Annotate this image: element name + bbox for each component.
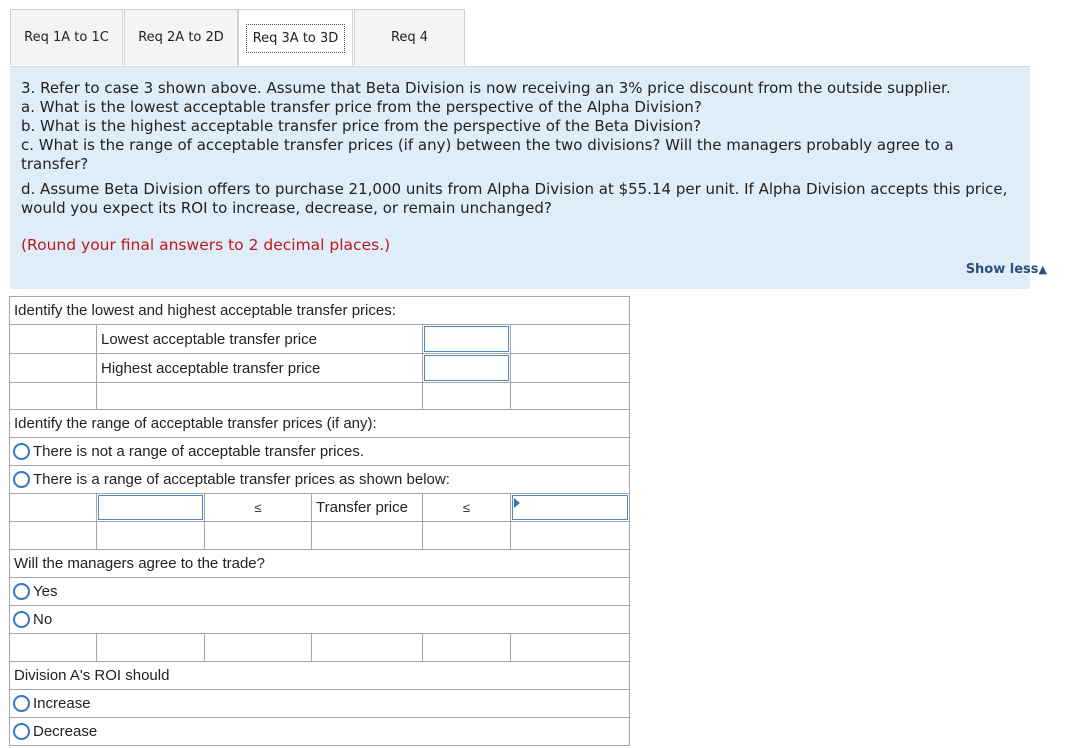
tab-label: Req 2A to 2D [138,30,224,45]
radio-button[interactable] [13,443,30,460]
roi-increase-row [10,690,629,718]
lowest-label-cell [96,325,422,353]
highest-input-cell [422,354,510,382]
range-option-no[interactable] [10,438,629,465]
agree-no-row [10,606,629,634]
rounding-note: (Round your final answers to 2 decimal places.) [21,236,391,254]
empty-cell [510,522,629,549]
question-panel [10,67,1030,289]
empty-cell [204,522,311,549]
radio-button[interactable] [13,723,30,740]
range-high-cell [510,494,629,521]
show-less-link[interactable] [966,262,1047,277]
agree-no-label: No [33,611,53,628]
empty-cell [204,634,311,661]
agree-no-option[interactable] [10,606,629,633]
empty-cell [96,634,204,661]
section-title-row [10,410,629,438]
tab-req-4[interactable] [354,9,465,65]
spacer-row [10,522,629,550]
leq-symbol: ≤ [462,500,471,515]
leq-symbol: ≤ [254,500,262,515]
caret-right-icon [514,498,520,508]
section1-title: Identify the lowest and highest acceptable transfer prices: [14,302,396,319]
section2-title: Identify the range of acceptable transfer prices (if any): [14,415,377,432]
tab-label: Req 4 [390,30,429,45]
radio-button[interactable] [13,583,30,600]
range-high-input[interactable] [512,495,628,520]
range-option-yes-label: There is a range of acceptable transfer prices as shown below: [33,471,450,488]
question-c: c. What is the range of acceptable transfer prices (if any) between the two divisions? Will the managers probably agree to a transfer? [21,136,954,173]
lowest-price-row [10,325,629,354]
radio-button[interactable] [13,695,30,712]
empty-cell [96,383,422,409]
tab-req-1a-1c[interactable] [10,9,123,65]
answer-table [9,296,630,746]
lowest-input-cell [422,325,510,353]
question-intro: 3. Refer to case 3 shown above. Assume that Beta Division is now receiving an 3% price discount from the outside supplier. [21,79,951,97]
radio-button[interactable] [13,471,30,488]
range-low-input[interactable] [98,495,203,520]
empty-cell [422,522,510,549]
roi-decrease-row [10,718,629,745]
leq-cell [204,494,311,521]
empty-cell [510,325,629,353]
roi-decrease-label: Decrease [33,723,98,740]
section-title-row [10,662,629,690]
empty-cell [422,383,510,409]
tab-label: Req 3A to 3D [252,31,339,46]
section-title-row [10,297,629,325]
section3-title: Will the managers agree to the trade? [14,555,265,572]
show-less-label: Show less [965,262,1039,277]
empty-cell [96,522,204,549]
transfer-price-cell [311,494,422,521]
tab-req-3a-3d[interactable] [238,9,353,67]
range-option-yes-row [10,466,629,494]
roi-increase-label: Increase [33,695,91,712]
highest-label: Highest acceptable transfer price [101,359,321,377]
spacer-row [10,634,629,662]
empty-cell [510,383,629,409]
spacer-row [10,383,629,410]
question-b: b. What is the highest acceptable transfer price from the perspective of the Beta Division? [21,117,702,135]
question-a: a. What is the lowest acceptable transfer price from the perspective of the Alpha Division? [21,98,702,116]
agree-yes-label: Yes [33,583,58,600]
transfer-price-label: Transfer price [316,499,408,516]
radio-button[interactable] [13,611,30,628]
question-d: d. Assume Beta Division offers to purchase 21,000 units from Alpha Division at $55.14 per unit. If Alpha Division accepts this price, would you expect its ROI to increase, decrease, or remain unchanged? [21,180,1008,217]
range-option-yes[interactable] [10,466,629,493]
leq-cell [422,494,510,521]
highest-label-cell [96,354,422,382]
highest-price-input[interactable] [424,355,509,381]
tab-req-2a-2d[interactable] [124,9,238,65]
lowest-price-input[interactable] [424,326,509,352]
range-option-no-row [10,438,629,466]
triangle-up-icon: ▲ [1038,263,1047,276]
range-option-no-label: There is not a range of acceptable transfer prices. [33,443,365,460]
empty-cell [311,634,422,661]
empty-cell [422,634,510,661]
agree-yes-row [10,578,629,606]
range-input-row [10,494,629,522]
roi-decrease-option[interactable] [10,718,629,745]
section-title-row [10,550,629,578]
lowest-label: Lowest acceptable transfer price [101,330,317,348]
empty-cell [510,634,629,661]
agree-yes-option[interactable] [10,578,629,605]
roi-increase-option[interactable] [10,690,629,717]
empty-cell [311,522,422,549]
highest-price-row [10,354,629,383]
tab-label: Req 1A to 1C [24,30,109,45]
empty-cell [510,354,629,382]
section4-title: Division A's ROI should [14,667,170,684]
range-low-cell [96,494,204,521]
